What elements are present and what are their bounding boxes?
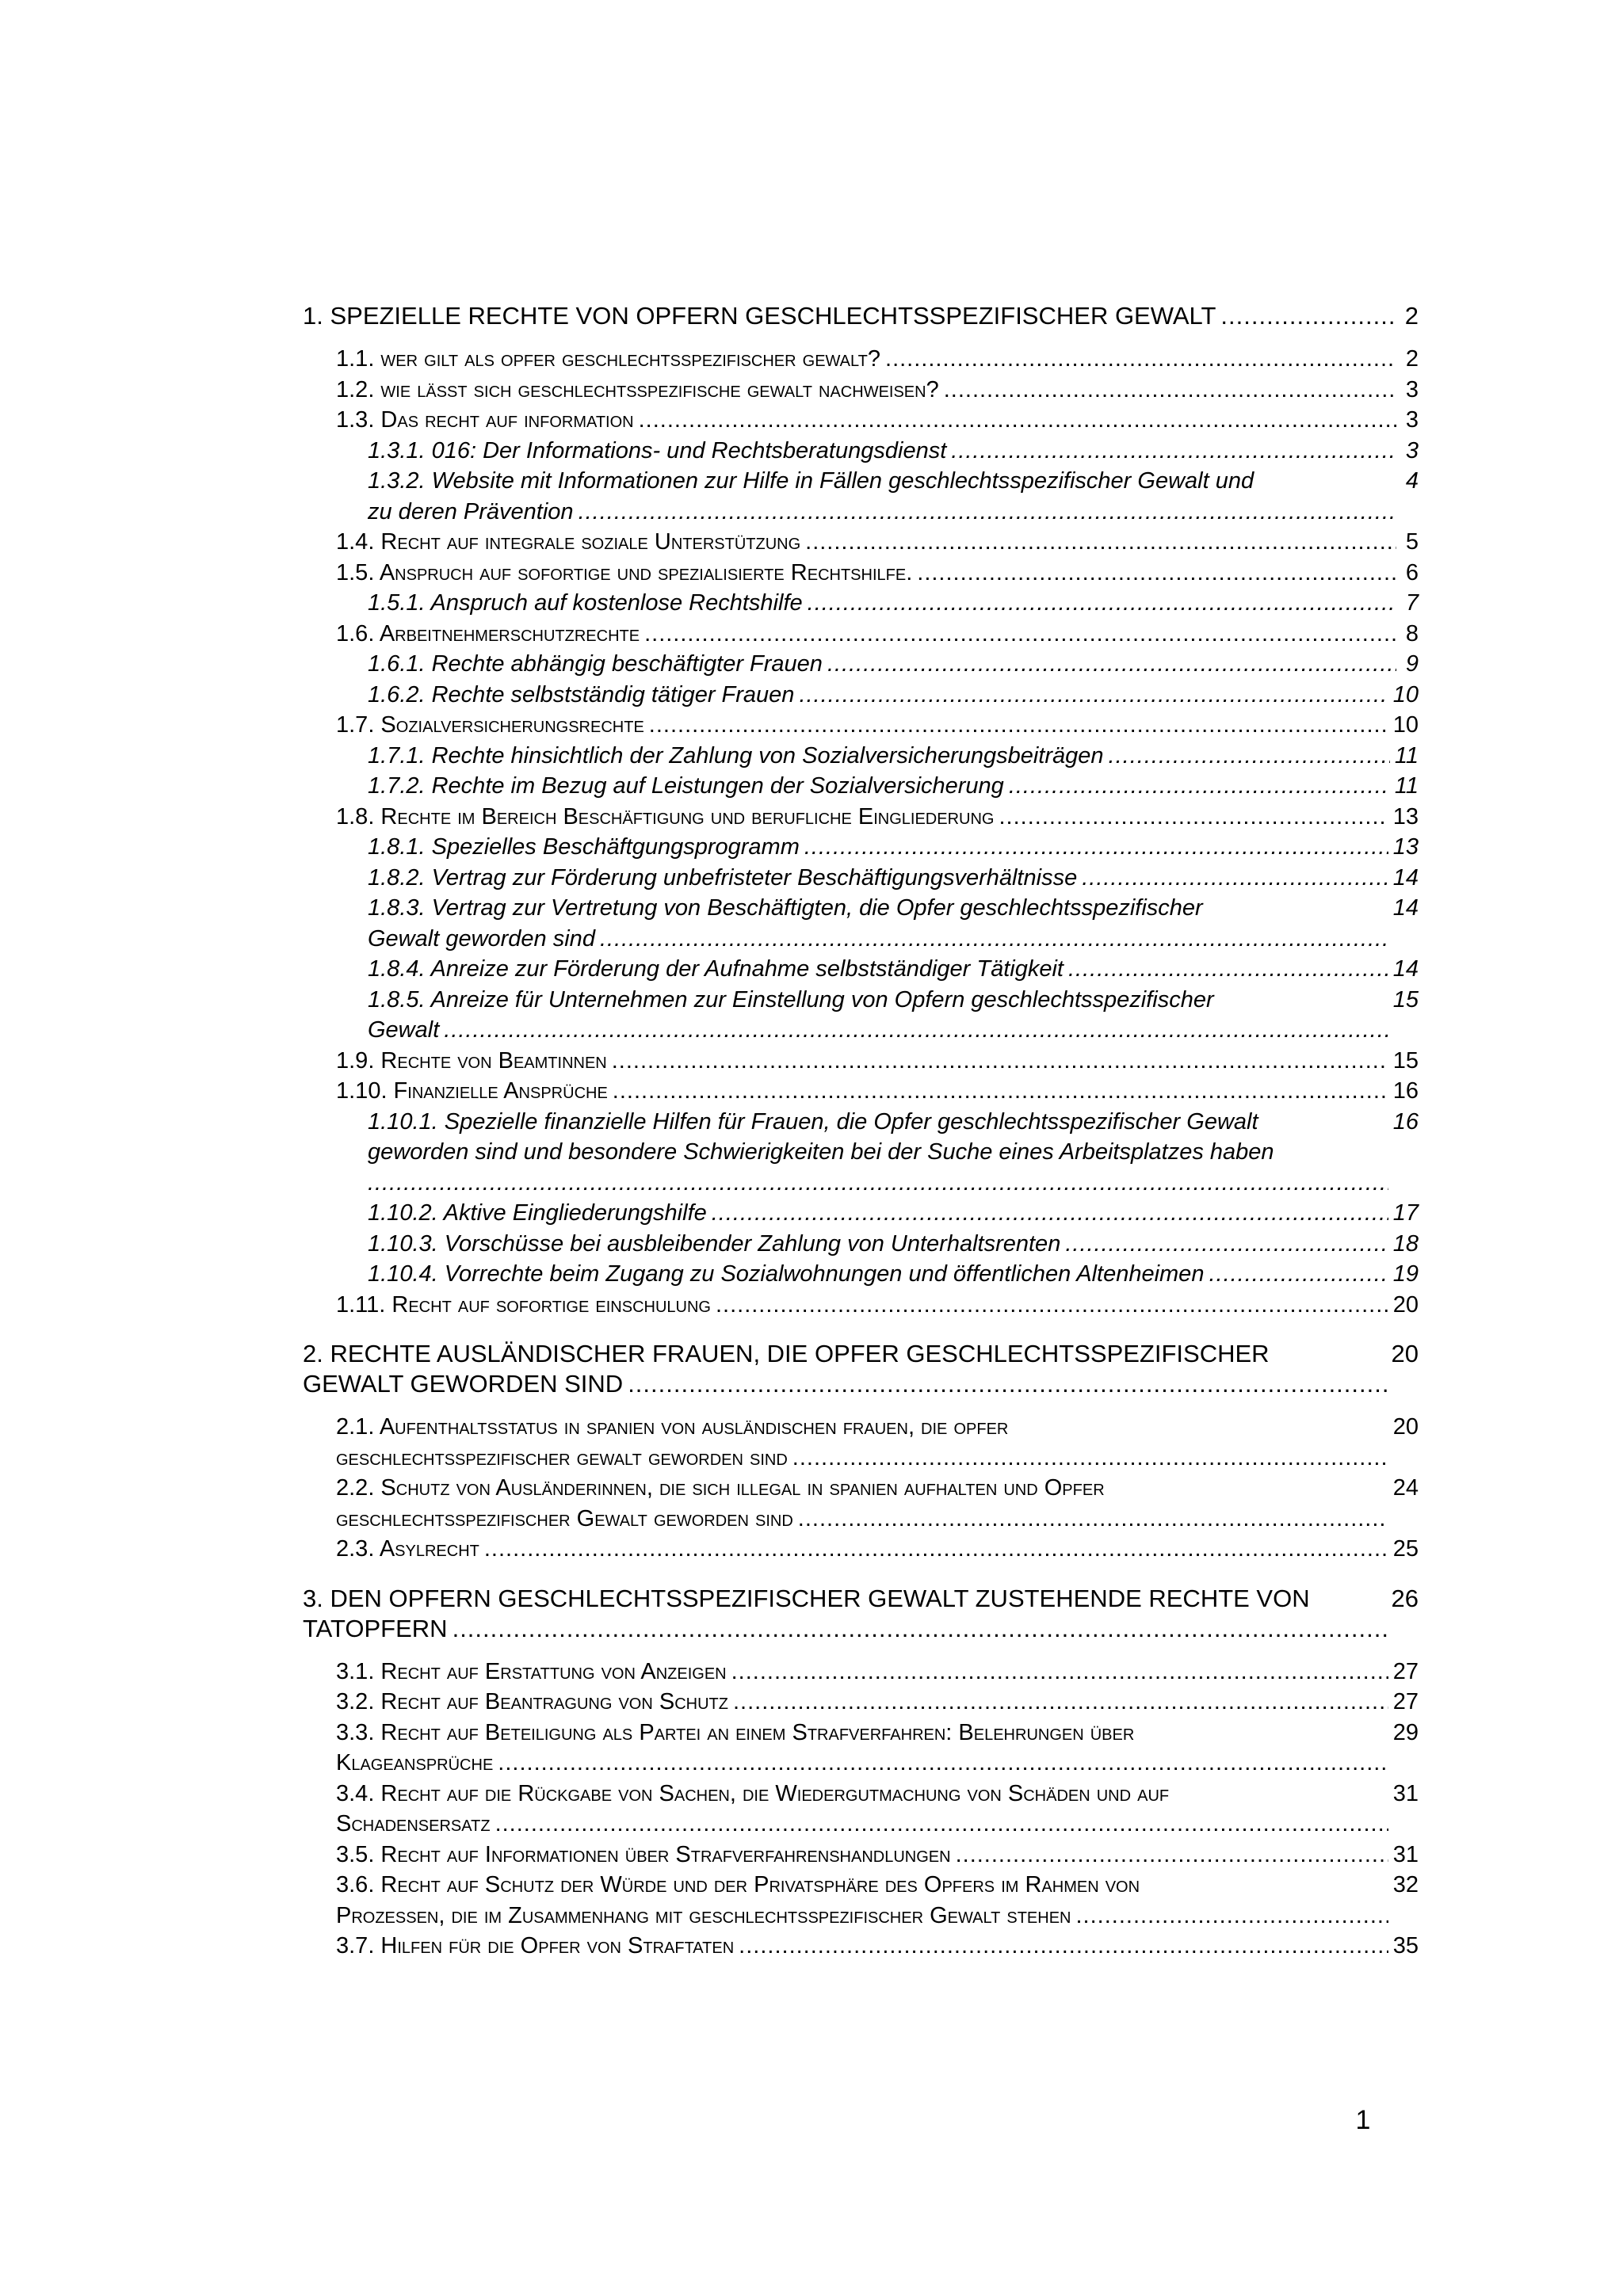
toc-entry-text [336,375,1401,406]
toc-entry-title: 1.10.3. Vorschüsse bei ausbleibender Zahlung von Unterhaltsrenten [368,1230,1061,1257]
toc-entry[interactable] [303,1412,1419,1473]
toc-entry[interactable] [303,832,1419,863]
toc-page-number: 20 [1391,1340,1419,1367]
toc-entry-title: 1.7. Sozialversicherungsrechte [336,712,644,738]
toc-entry-text [336,1687,1393,1718]
toc-entry-line: 1.10.1. Spezielle finanzielle Hilfen für Frauen, die Opfer geschlechtsspezifischer Gewalt [368,1108,1258,1135]
toc-entry-title: 1.7.2. Rechte im Bezug auf Leistungen der Sozialversicherung [368,773,1004,799]
toc-page-number: 3 [1405,407,1419,433]
toc-entry-text [368,466,1401,527]
dot-leader [799,680,1388,711]
toc-entry-title: 1.5. Anspruch auf sofortige und spezialisierte Rechtshilfe. [336,559,913,585]
toc-page-number: 17 [1392,1200,1419,1226]
toc-entry-text [368,863,1393,894]
toc-entry-text [368,1198,1393,1229]
toc-entry-text [336,1718,1393,1779]
toc-page-number: 19 [1392,1261,1419,1287]
toc-entry-text [368,771,1395,802]
dot-leader [999,802,1388,833]
toc-entry-text [336,1870,1393,1931]
toc-entry-text [336,1076,1393,1107]
toc-page-number: 29 [1392,1719,1419,1745]
toc-entry-line: 3.3. Recht auf Beteiligung als Partei an einem Strafverfahren: Belehrungen über [336,1719,1135,1745]
toc-entry-line: 1.8.3. Vertrag zur Vertretung von Beschäftigten, die Opfer geschlechtsspezifischer [368,895,1203,921]
toc-entry[interactable] [303,1657,1419,1688]
toc-entry-text [303,301,1401,331]
toc-entry-title: 1.8.2. Vertrag zur Förderung unbefristeter Beschäftigungsverhältnisse [368,864,1078,891]
toc-entry-text [368,954,1393,985]
toc-entry-text [303,1584,1392,1644]
toc-page-number: 31 [1392,1841,1419,1867]
toc-entry-text [336,1779,1393,1840]
dot-leader [495,1809,1388,1840]
toc-page-number: 24 [1392,1475,1419,1501]
toc-entry[interactable] [303,1840,1419,1871]
toc-page-number: 18 [1392,1230,1419,1257]
toc-entry-text [368,741,1395,772]
dot-leader [600,924,1388,955]
toc-page-number: 25 [1392,1536,1419,1562]
toc-entry[interactable] [303,1198,1419,1229]
toc-entry-text [336,1412,1393,1473]
toc-entry-title: 1.10.2. Aktive Eingliederungshilfe [368,1200,707,1226]
toc-page-number: 13 [1392,834,1419,860]
toc-entry[interactable] [303,301,1419,331]
toc-entry-line: 1.8.5. Anreize für Unternehmen zur Einstellung von Opfern geschlechtsspezifischer [368,986,1214,1013]
toc-entry[interactable] [303,405,1419,436]
toc-page-number: 3 [1405,376,1419,402]
toc-entry-title: 1.8.4. Anreize zur Förderung der Aufnahme selbstständiger Tätigkeit [368,956,1064,982]
toc-entry[interactable] [303,649,1419,680]
toc-page-number: 2 [1404,302,1419,330]
toc-page-number: 14 [1392,864,1419,891]
dot-leader [798,1504,1388,1535]
toc-page-number: 26 [1391,1584,1419,1612]
dot-leader [716,1290,1388,1321]
toc-entry-title: 1. SPEZIELLE RECHTE VON OPFERN GESCHLECHTSSPEZIFISCHER GEWALT [303,302,1216,330]
toc-entry-text [336,1657,1393,1688]
dot-leader [956,1840,1388,1871]
dot-leader [498,1748,1388,1779]
dot-leader [612,1046,1388,1077]
toc-entry[interactable] [303,771,1419,802]
toc-entry-text [368,832,1393,863]
page-number: 1 [1355,2105,1371,2135]
dot-leader [731,1657,1388,1688]
toc-entry[interactable] [303,1339,1419,1399]
dot-leader [827,649,1396,680]
toc-entry-title: Klageansprüche [336,1750,494,1775]
dot-leader [453,1614,1387,1644]
toc-entry-title: 1.7.1. Rechte hinsichtlich der Zahlung von Sozialversicherungsbeiträgen [368,742,1104,769]
dot-leader [649,710,1388,741]
toc-entry[interactable] [303,954,1419,985]
toc-entry-text [336,619,1401,650]
dot-leader [1068,954,1388,985]
toc-entry[interactable] [303,1229,1419,1260]
toc-page-number: 5 [1405,529,1419,555]
toc-entry-line: 3.6. Recht auf Schutz der Würde und der Privatsphäre des Opfers im Rahmen von [336,1872,1140,1897]
toc-entry[interactable] [303,802,1419,833]
dot-leader [1065,1229,1388,1260]
toc-entry-title: Gewalt [368,1017,440,1043]
dot-leader [1076,1901,1388,1932]
toc-entry-text [336,1534,1393,1565]
toc-entry[interactable] [303,741,1419,772]
toc-page-number: 16 [1392,1108,1419,1135]
toc-entry[interactable] [303,344,1419,375]
toc-page-number: 9 [1405,651,1419,677]
toc-page-number: 13 [1392,803,1419,830]
toc-page-number: 4 [1405,468,1419,494]
toc-page-number: 6 [1405,559,1419,585]
toc-entry-line: 2. RECHTE AUSLÄNDISCHER FRAUEN, DIE OPFER GESCHLECHTSSPEZIFISCHER [303,1340,1270,1367]
toc-entry-title: 1.9. Rechte von Beamtinnen [336,1047,607,1074]
toc-entry[interactable] [303,1931,1419,1962]
toc-page-number: 11 [1394,742,1419,769]
toc-entry-title: Prozessen, die im Zusammenhang mit geschlechtsspezifischer Gewalt stehen [336,1902,1071,1928]
toc-entry-title: 1.3. Das recht auf information [336,407,634,433]
toc-page-number: 14 [1392,956,1419,982]
toc-page-number: 31 [1392,1780,1419,1806]
toc-page-number: 15 [1392,986,1419,1013]
toc-page-number: 3 [1405,437,1419,463]
toc-entry-text [336,1840,1393,1871]
toc-entry-text [368,1107,1393,1199]
dot-leader [639,405,1396,436]
toc-entry-title: 1.1. wer gilt als opfer geschlechtsspezifischer gewalt? [336,346,881,372]
toc-entry[interactable] [303,1259,1419,1290]
toc-entry-title: 3.2. Recht auf Beantragung von Schutz [336,1689,728,1714]
toc-entry-text [368,588,1401,619]
toc-page-number: 32 [1392,1872,1419,1897]
toc-page-number: 7 [1405,590,1419,616]
dot-leader [613,1076,1388,1107]
toc-entry-text [336,1046,1393,1077]
toc-entry[interactable] [303,1584,1419,1644]
dot-leader [444,1015,1388,1046]
toc-entry[interactable] [303,1046,1419,1077]
toc-entry[interactable] [303,1870,1419,1931]
dot-leader [1009,771,1390,802]
dot-leader [628,1369,1386,1399]
toc-page-number: 15 [1392,1047,1419,1074]
toc-entry-title: 1.8. Rechte im Bereich Beschäftigung und berufliche Eingliederung [336,803,995,830]
toc-entry-title: 3.7. Hilfen für die Opfer von Straftaten [336,1933,735,1958]
toc-page-number: 10 [1392,712,1419,738]
toc-page-number: 16 [1392,1078,1419,1104]
toc-page-number: 10 [1392,681,1419,707]
toc-entry-text [336,558,1401,589]
dot-leader [368,1168,1388,1199]
dot-leader [1220,301,1396,331]
toc-entry-text [336,1931,1393,1962]
toc-entry-title: 1.10.4. Vorrechte beim Zugang zu Sozialwohnungen und öffentlichen Altenheimen [368,1261,1205,1287]
toc-entry-text [336,1290,1393,1321]
toc-entry-title: 1.6.2. Rechte selbstständig tätiger Frauen [368,681,795,707]
toc-entry[interactable] [303,466,1419,527]
toc-entry-title: GEWALT GEWORDEN SIND [303,1370,624,1398]
toc-entry-title: Schadensersatz [336,1811,491,1836]
toc-entry-text [336,802,1393,833]
toc-entry-title: 1.2. wie lässt sich geschlechtsspezifische gewalt nachweisen? [336,376,939,402]
toc-entry-title: 3.5. Recht auf Informationen über Strafverfahrenshandlungen [336,1841,951,1867]
toc-page-number: 27 [1392,1689,1419,1714]
toc-entry-title: geschlechtsspezifischer gewalt geworden sind [336,1444,788,1470]
toc-entry[interactable] [303,1687,1419,1718]
toc-entry-text [336,710,1393,741]
dot-leader [712,1198,1388,1229]
toc-entry[interactable] [303,1107,1419,1199]
dot-leader [885,344,1396,375]
toc-entry-title: 1.6.1. Rechte abhängig beschäftigter Frauen [368,651,823,677]
toc-entry[interactable] [303,985,1419,1046]
toc-entry-line: 2.1. Aufenthaltsstatus in spanien von ausländischen frauen, die opfer [336,1414,1009,1440]
toc-entry-title: 3.1. Recht auf Erstattung von Anzeigen [336,1658,727,1684]
toc-entry[interactable] [303,558,1419,589]
toc-entry-text [368,893,1393,954]
dot-leader [579,497,1396,528]
toc-entry[interactable] [303,680,1419,711]
toc-entry[interactable] [303,1718,1419,1779]
dot-leader [733,1687,1388,1718]
toc-entry[interactable] [303,1290,1419,1321]
dot-leader [1082,863,1388,894]
toc-entry-title: 1.4. Recht auf integrale soziale Unterstützung [336,529,801,555]
toc-entry-line: 1.3.2. Website mit Informationen zur Hilfe in Fällen geschlechtsspezifischer Gewalt und [368,468,1254,494]
toc-entry[interactable] [303,1076,1419,1107]
toc-entry-title: geschlechtsspezifischer Gewalt geworden sind [336,1505,793,1531]
toc-page-number: 35 [1392,1933,1419,1958]
toc-entry-title: 1.6. Arbeitnehmerschutzrechte [336,620,640,646]
toc-entry[interactable] [303,893,1419,954]
toc-entry-title: zu deren Prävention [368,498,574,524]
toc-entry-text [336,527,1401,558]
toc-entry-title: 1.8.1. Spezielles Beschäftgungsprogramm [368,834,800,860]
toc-entry-title: 1.10. Finanzielle Ansprüche [336,1078,608,1104]
toc-entry[interactable] [303,588,1419,619]
toc-entry[interactable] [303,375,1419,406]
toc-entry-line: geworden sind und besondere Schwierigkeiten bei der Suche eines Arbeitsplatzes haben [368,1139,1274,1165]
toc-entry[interactable] [303,863,1419,894]
toc-page-number: 11 [1394,773,1419,799]
dot-leader [739,1931,1388,1962]
toc-entry-title: 1.11. Recht auf sofortige einschulung [336,1291,711,1318]
dot-leader [792,1443,1388,1474]
toc-entry-text [336,344,1401,375]
toc-entry-text [336,1473,1393,1534]
toc-entry-title: Gewalt geworden sind [368,925,595,952]
toc-entry-text [336,405,1401,436]
dot-leader [484,1534,1388,1565]
toc-entry-text [368,436,1401,467]
toc-entry[interactable] [303,710,1419,741]
toc-entry-title: TATOPFERN [303,1614,448,1642]
toc-entry[interactable] [303,1779,1419,1840]
toc-entry-line: 3.4. Recht auf die Rückgabe von Sachen, die Wiedergutmachung von Schäden und auf [336,1780,1170,1806]
toc-entry[interactable] [303,1534,1419,1565]
dot-leader [805,527,1396,558]
toc-entry-text [368,1259,1393,1290]
toc-entry-text [368,649,1401,680]
toc-entry-line: 3. DEN OPFERN GESCHLECHTSSPEZIFISCHER GEWALT ZUSTEHENDE RECHTE VON [303,1584,1310,1612]
toc-page-number: 27 [1392,1658,1419,1684]
dot-leader [1209,1259,1388,1290]
toc-page-number: 8 [1405,620,1419,646]
toc-entry[interactable] [303,527,1419,558]
dot-leader [644,619,1396,650]
toc-entry-title: 1.5.1. Anspruch auf kostenlose Rechtshilfe [368,590,803,616]
table-of-contents [303,301,1419,1962]
toc-page-number: 20 [1392,1414,1419,1440]
toc-entry-text [368,985,1393,1046]
toc-entry[interactable] [303,436,1419,467]
toc-entry-title: 2.3. Asylrecht [336,1536,479,1562]
toc-entry-text [303,1339,1392,1399]
dot-leader [944,375,1396,406]
toc-entry[interactable] [303,1473,1419,1534]
toc-entry-title: 1.3.1. 016: Der Informations- und Rechtsberatungsdienst [368,437,947,463]
dot-leader [1109,741,1390,772]
dot-leader [917,558,1396,589]
toc-entry[interactable] [303,619,1419,650]
toc-page-number: 14 [1392,895,1419,921]
toc-entry-text [368,1229,1393,1260]
toc-entry-text [368,680,1393,711]
dot-leader [804,832,1388,863]
toc-page-number: 20 [1392,1291,1419,1318]
toc-entry-line: 2.2. Schutz von Ausländerinnen, die sich illegal in spanien aufhalten und Opfer [336,1475,1105,1501]
dot-leader [808,588,1396,619]
dot-leader [951,436,1396,467]
toc-page-number: 2 [1405,346,1419,372]
